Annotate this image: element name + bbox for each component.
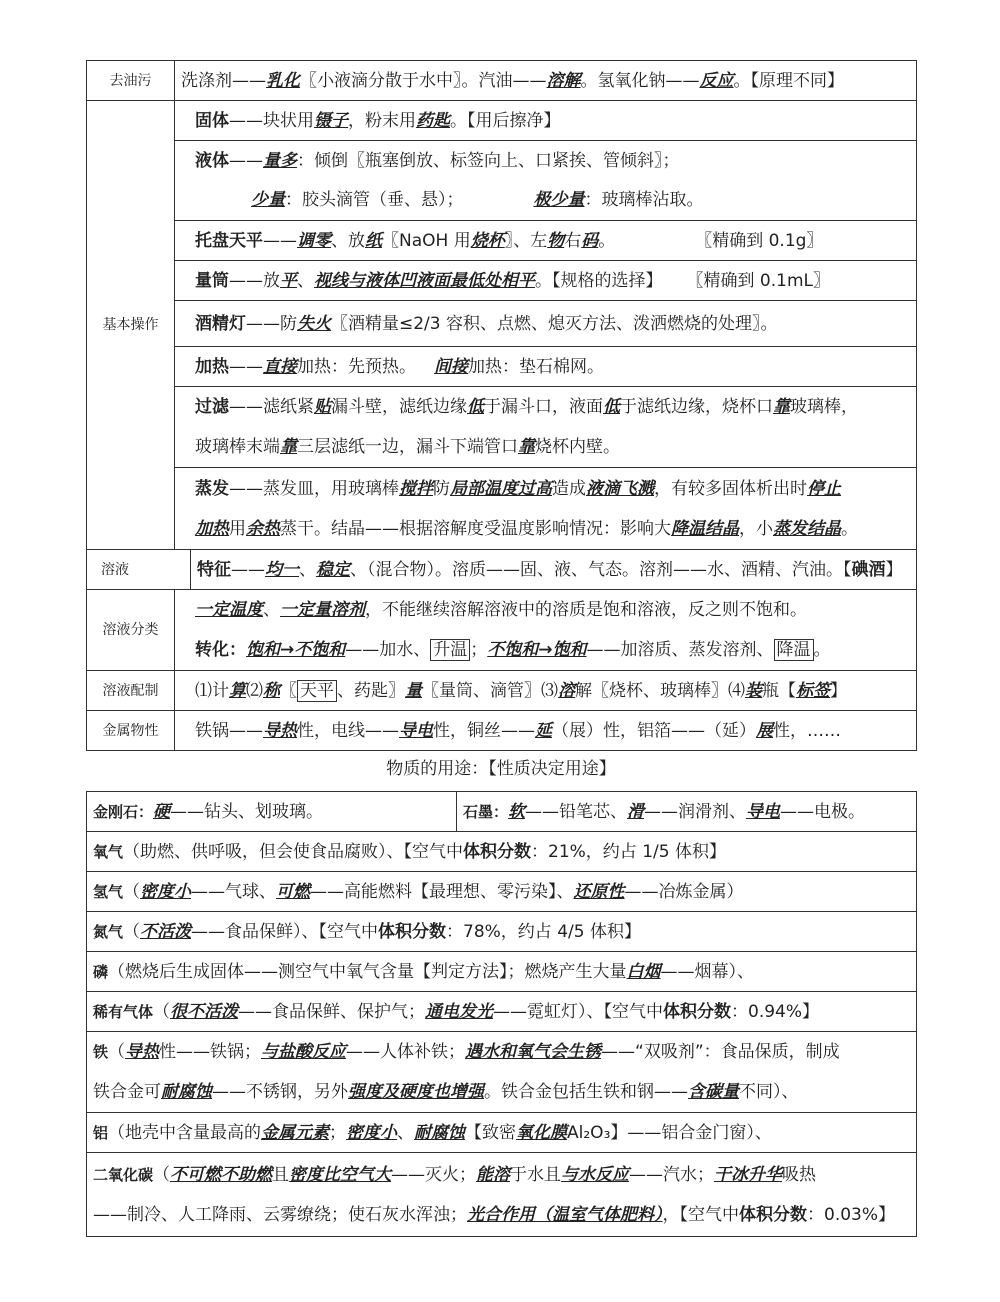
content-nitrogen: 氮气（不活泼——食品保鲜）、【空气中体积分数：78%，约占 4/5 体积】 (87, 912, 917, 952)
row-heating (87, 347, 917, 387)
content-solid: 固体——块状用镊子，粉末用药匙。【用后擦净】 (175, 101, 917, 141)
content-lamp: 酒精灯——防失火〖酒精量≤2/3 容积、点燃、熄灭方法、泼洒燃烧的处理〗。 (175, 301, 917, 347)
content-diamond: 金刚石：硬——钻头、划玻璃。 (87, 792, 457, 832)
label-metal-physical: 金属物性 (87, 711, 175, 751)
row-lamp (87, 301, 917, 347)
row-metal-physical (87, 711, 917, 751)
content-solution-prep: ⑴计算⑵称〖 天平 、药匙〗量〖量筒、滴管〗⑶溶解〖烧杯、玻璃棒〗⑷装瓶【标签】 (175, 671, 917, 711)
row-co2 (87, 1153, 917, 1237)
content-hydrogen: 氢气（密度小——气球、可燃——高能燃料【最理想、零污染】、还原性——冶炼金属） (87, 872, 917, 912)
row-filtration (87, 387, 917, 468)
content-metal-physical: 铁锅——导热性，电线——导电性，铜丝——延（展）性，铝箔——（延）展性，…… (175, 711, 917, 751)
content-filtration: 过滤——滤纸紧贴漏斗壁，滤纸边缘低于漏斗口，液面低于滤纸边缘，烧杯口靠玻璃棒， 玻璃棒末端靠三层滤纸一边，漏斗下端管口靠烧杯内壁。 (175, 387, 917, 468)
row-solid (87, 101, 917, 141)
content-liquid-small: 少量：胶头滴管（垂、悬）； 极少量：玻璃棒沾取。 (175, 181, 917, 221)
row-liquid (87, 141, 917, 181)
row-degrease (87, 61, 917, 101)
content-degrease: 洗涤剂——乳化〖小液滴分散于水中〗。汽油——溶解。氢氧化钠——反应。【原理不同】 (175, 61, 917, 101)
content-liquid: 液体——量多：倾倒〖瓶塞倒放、标签向上、口紧挨、管倾斜〗； (175, 141, 917, 181)
label-solution-prep: 溶液配制 (87, 671, 175, 711)
row-nitrogen (87, 912, 917, 952)
content-graphite: 石墨：软——铅笔芯、滑——润滑剂、导电——电极。 (457, 792, 917, 832)
row-phosphorus (87, 952, 917, 992)
row-liquid-small (87, 181, 917, 221)
uses-caption: 物质的用途：【性质决定用途】 (386, 759, 616, 779)
content-balance: 托盘天平——调零、放纸〖NaOH 用烧杯〗、左物右码。 〖精确到 0.1g〗 (175, 221, 917, 261)
row-carbon (87, 792, 917, 832)
content-noble-gas: 稀有气体（很不活泼——食品保鲜、保护气；通电发光——霓虹灯）、【空气中体积分数：0.94%】 (87, 992, 917, 1032)
content-aluminium: 铝（地壳中含量最高的金属元素；密度小、耐腐蚀【致密氧化膜Al₂O₃】——铝合金门窗）、 (87, 1113, 917, 1153)
content-oxygen: 氧气（助燃、供呼吸，但会使食品腐败）、【空气中体积分数：21%，约占 1/5 体积】 (87, 832, 917, 872)
row-solution (87, 550, 917, 590)
content-iron: 铁（导热性——铁锅；与盐酸反应——人体补铁；遇水和氧气会生锈——“双吸剂”：食品保质，制成 铁合金可耐腐蚀——不锈钢，另外强度及硬度也增强。铁合金包括生铁和钢——含碳量不同）、 (87, 1032, 917, 1113)
label-solution: 溶液 (87, 550, 191, 590)
content-solution-class: 一定温度、一定量溶剂，不能继续溶解溶液中的溶质是饱和溶液，反之则不饱和。 转化：饱和→不饱和——加水、 升温 ；不饱和→饱和——加溶质、蒸发溶剂、 降温 。 (175, 590, 917, 671)
row-iron (87, 1032, 917, 1113)
chemistry-table-1 (86, 60, 917, 751)
content-cylinder: 量筒——放平、视线与液体凹液面最低处相平。【规格的选择】 〖精确到 0.1mL〗 (175, 261, 917, 301)
row-solution-class (87, 590, 917, 671)
row-aluminium (87, 1113, 917, 1153)
content-solution: 特征——均一、稳定、（混合物）。溶质——固、液、气态。溶剂——水、酒精、汽油。【碘酒】 (191, 550, 917, 590)
content-heating: 加热——直接加热：先预热。 间接加热：垫石棉网。 (175, 347, 917, 387)
chemistry-table-2 (86, 791, 917, 1237)
row-solution-prep (87, 671, 917, 711)
row-noble-gas (87, 992, 917, 1032)
page (86, 60, 916, 1237)
content-phosphorus: 磷（燃烧后生成固体——测空气中氧气含量【判定方法】；燃烧产生大量白烟——烟幕）、 (87, 952, 917, 992)
label-degrease: 去油污 (87, 61, 175, 101)
content-evaporation: 蒸发——蒸发皿，用玻璃棒搅拌防局部温度过高造成液滴飞溅，有较多固体析出时停止 加热用余热蒸干。结晶——根据溶解度受温度影响情况：影响大降温结晶，小蒸发结晶。 (175, 468, 917, 550)
label-basic-operations: 基本操作 (87, 101, 175, 550)
row-evaporation (87, 468, 917, 550)
row-balance (87, 221, 917, 261)
label-solution-class: 溶液分类 (87, 590, 175, 671)
row-cylinder (87, 261, 917, 301)
row-oxygen (87, 832, 917, 872)
content-co2: 二氧化碳（不可燃不助燃且密度比空气大——灭火；能溶于水且与水反应——汽水；干冰升华吸热 ——制冷、人工降雨、云雾缭绕；使石灰水浑浊；光合作用（温室气体肥料），【空气中体积分数：0.03%】 (87, 1153, 917, 1237)
row-hydrogen (87, 872, 917, 912)
